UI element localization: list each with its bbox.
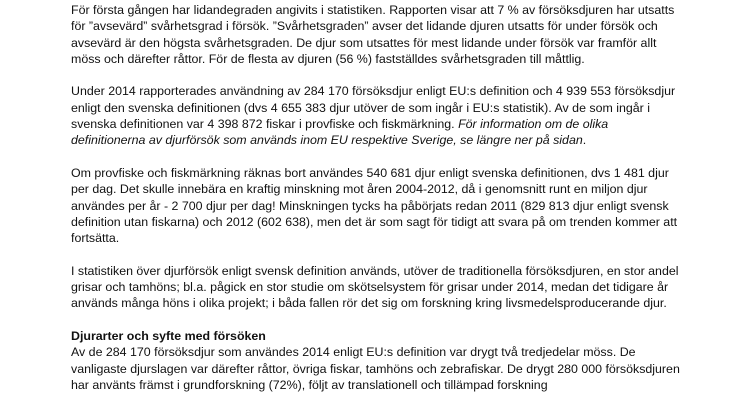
section-heading: Djurarter och syfte med försöken	[71, 328, 266, 343]
paragraph-usage-end: .	[582, 133, 587, 148]
paragraph-fish-excluded: Om provfiske och fiskmärkning räknas bort användes 540 681 djur enligt svenska definitionen, dvs 1 481 djur per dag. Det skulle innebära en kraftig minskning mot åren 2004-2012, då i genomsnitt runt en miljon djur användes per år - 2 700 djur per dag! Minskningen tycks ha påbörjats redan 2011 (829 813 djur enligt svensk definition utan fiskarna) och 2012 (602 638), men det är som sagt för tidigt att svara på om trenden kommer att fortsätta.	[71, 165, 678, 246]
paragraph-species: Av de 284 170 försöksdjur som användes 2014 enligt EU:s definition var drygt två tredjedelar möss. De vanligaste djurslagen var därefter råttor, övriga fiskar, tamhöns och zebrafiskar. De drygt 280 000 försöksdjuren har använts främst i grundforskning (72%), följt av translationell och tillämpad forskning	[71, 345, 680, 392]
paragraph-severity: För första gången har lidandegraden angivits i statistiken. Rapporten visar att 7 % av försöksdjuren har utsatts för ”avsevärd” svårhetsgrad i försök. ”Svårhetsgraden” avser det lidande djuren utsatts för under försök och avsevärd är den högsta svårhetsgraden. De djur som utsattes för mest lidande under försök var framför allt möss och därefter råttor. För de flesta av djuren (56 %) fastställdes svårhetsgraden till måttlig.	[71, 3, 675, 66]
paragraph-usage-2014	[71, 83, 683, 148]
document-body	[71, 2, 683, 409]
paragraph-pigs-hens: I statistiken över djurförsök enligt svensk definition används, utöver de traditionella försöksdjuren, en stor andel grisar och tamhöns; bl.a. pågick en stor studie om skötselsystem för grisar under 2014, medan det tidigare år används många höns i olika projekt; i båda fallen rör det sig om forskning kring livsmedelsproducerande djur.	[71, 263, 679, 311]
definitions-info-note: För information om de olika definitionerna av djurförsök som används inom EU respektive Sverige, se längre ner på sidan	[71, 117, 609, 148]
paragraph-usage-text: Under 2014 rapporterades användning av 284 170 försöksdjur enligt EU:s definition och 4 939 553 försöksdjur enligt den svenska definitionen (dvs 4 655 383 djur utöver de som ingår i EU:s statistik). Av de som ingår i svenska definitionen var 4 398 872 fiskar i provfiske och fiskmärkning.	[71, 84, 676, 132]
